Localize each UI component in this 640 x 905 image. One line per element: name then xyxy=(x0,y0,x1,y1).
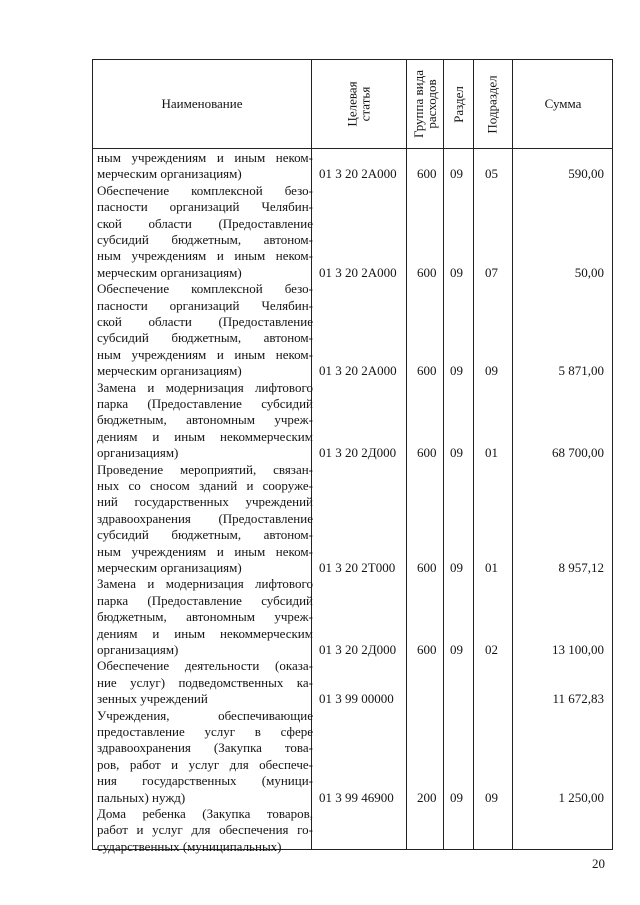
column-divider xyxy=(512,60,513,849)
row-sum: 1 250,00 xyxy=(558,789,604,805)
row-sum: 13 100,00 xyxy=(552,642,604,657)
row-name xyxy=(97,380,313,462)
row-target-code: 01 3 20 2А000 xyxy=(319,166,397,182)
row-name xyxy=(97,281,313,379)
row-name xyxy=(97,708,313,806)
row-name-line: Замена и модернизация лифтового xyxy=(97,379,313,395)
row-name-line: предоставление услуг в сфере xyxy=(97,724,313,739)
row-name-line: субсидий бюджетным, автоном- xyxy=(97,527,313,543)
row-name-line: дениям и иным некоммерческим xyxy=(97,428,313,444)
row-name-line: мерческим организациям) xyxy=(97,166,242,182)
header-subsection: Подраздел xyxy=(485,74,501,134)
row-name xyxy=(97,183,313,281)
row-section: 09 xyxy=(450,642,463,657)
row-name-line: Проведение мероприятий, связан- xyxy=(97,461,313,477)
row-name xyxy=(97,462,313,577)
row-name-line: ным учреждениям и иным неком- xyxy=(97,346,313,362)
header-name: Наименование xyxy=(161,96,243,111)
row-name xyxy=(97,576,313,658)
row-name xyxy=(97,658,313,707)
row-name-line: мерческим организациям) xyxy=(97,363,242,379)
row-sum: 50,00 xyxy=(574,264,604,280)
row-subsection: 09 xyxy=(485,789,498,805)
row-name-line: здравоохранения (Закупка това- xyxy=(97,740,313,756)
row-name-line: субсидий бюджетным, автоном- xyxy=(97,232,313,248)
row-name-line: Обеспечение комплексной безо- xyxy=(97,281,313,297)
row-subsection: 09 xyxy=(485,363,498,379)
row-name-line: ным учреждениям и иным неком- xyxy=(97,543,313,559)
row-name-line: ным учреждениям и иным неком- xyxy=(97,150,313,165)
row-target-code: 01 3 99 46900 xyxy=(319,789,394,805)
row-subsection: 02 xyxy=(485,642,498,657)
row-section: 09 xyxy=(450,789,463,805)
header-divider xyxy=(93,148,612,149)
row-name-line: ской области (Предоставление xyxy=(97,215,313,231)
row-group: 600 xyxy=(417,363,437,379)
row-target-code: 01 3 20 2Д000 xyxy=(319,642,397,657)
row-name xyxy=(97,806,313,855)
row-subsection: 01 xyxy=(485,560,498,575)
row-name-line: ской области (Предоставление xyxy=(97,314,313,329)
row-name-line: субсидий бюджетным, автоном- xyxy=(97,330,313,346)
row-name-line: Дома ребенка (Закупка товаров, xyxy=(97,806,313,821)
row-subsection: 07 xyxy=(485,264,498,280)
header-target: Целевая статья xyxy=(344,81,373,127)
row-subsection: 05 xyxy=(485,166,498,182)
row-target-code: 01 3 99 00000 xyxy=(319,691,394,707)
row-name-line: организациям) xyxy=(97,445,179,461)
row-name-line: сударственных (муниципальных) xyxy=(97,838,282,854)
row-section: 09 xyxy=(450,264,463,280)
row-sum: 590,00 xyxy=(568,166,604,182)
row-sum: 68 700,00 xyxy=(552,445,604,461)
row-name-line: дениям и иным некоммерческим xyxy=(97,625,313,641)
column-divider xyxy=(406,60,407,849)
row-target-code: 01 3 20 2Т000 xyxy=(319,560,396,575)
budget-table xyxy=(92,59,613,854)
row-sum: 11 672,83 xyxy=(552,691,604,707)
header-group: Группа вида расходов xyxy=(410,70,439,138)
row-name-line: зенных учреждений xyxy=(97,691,208,707)
row-group: 600 xyxy=(417,560,437,575)
page-number: 20 xyxy=(592,856,605,871)
row-name-line: ний государственных учреждений xyxy=(97,494,313,510)
row-name-line: мерческим организациям) xyxy=(97,264,242,280)
row-section: 09 xyxy=(450,166,463,182)
row-name-line: Обеспечение деятельности (оказа- xyxy=(97,658,313,674)
row-name-line: пасности организаций Челябин- xyxy=(97,297,313,313)
row-group: 600 xyxy=(417,642,437,657)
row-name-line: пальных) нужд) xyxy=(97,789,186,805)
row-target-code: 01 3 20 2А000 xyxy=(319,363,397,379)
row-name-line: Обеспечение комплексной безо- xyxy=(97,182,313,198)
row-name-line: парка (Предоставление субсидий xyxy=(97,396,313,411)
row-target-code: 01 3 20 2Д000 xyxy=(319,445,397,461)
row-name-line: Учреждения, обеспечивающие xyxy=(97,707,313,723)
row-name-line: ных со сносом зданий и сооруже- xyxy=(97,478,313,493)
row-name-line: ным учреждениям и иным неком- xyxy=(97,248,313,264)
header-sum: Сумма xyxy=(544,96,582,111)
row-group: 200 xyxy=(417,789,437,805)
column-divider xyxy=(443,60,444,849)
row-target-code: 01 3 20 2А000 xyxy=(319,264,397,280)
header-section: Раздел xyxy=(450,85,466,123)
row-name-line: ров, работ и услуг для обеспече- xyxy=(97,756,313,772)
row-name xyxy=(97,150,313,183)
row-name-line: здравоохранения (Предоставление xyxy=(97,510,313,526)
column-divider xyxy=(473,60,474,849)
row-sum: 5 871,00 xyxy=(558,363,604,379)
row-name-line: парка (Предоставление субсидий xyxy=(97,592,313,608)
row-name-line: пасности организаций Челябин- xyxy=(97,199,313,215)
row-name-line: Замена и модернизация лифтового xyxy=(97,576,313,592)
row-subsection: 01 xyxy=(485,445,498,461)
row-name-line: мерческим организациям) xyxy=(97,560,242,576)
row-name-line: бюджетным, автономным учреж- xyxy=(97,412,313,428)
row-section: 09 xyxy=(450,445,463,461)
row-sum: 8 957,12 xyxy=(558,560,604,575)
row-name-line: работ и услуг для обеспечения го- xyxy=(97,822,313,838)
row-group: 600 xyxy=(417,166,437,182)
row-section: 09 xyxy=(450,363,463,379)
row-name-line: ния государственных (муници- xyxy=(97,773,313,789)
row-name-line: организациям) xyxy=(97,642,179,658)
row-group: 600 xyxy=(417,445,437,461)
row-name-line: бюджетным, автономным учреж- xyxy=(97,609,313,625)
row-group: 600 xyxy=(417,264,437,280)
row-section: 09 xyxy=(450,560,463,575)
row-name-line: ние услуг) подведомственных ка- xyxy=(97,674,313,690)
